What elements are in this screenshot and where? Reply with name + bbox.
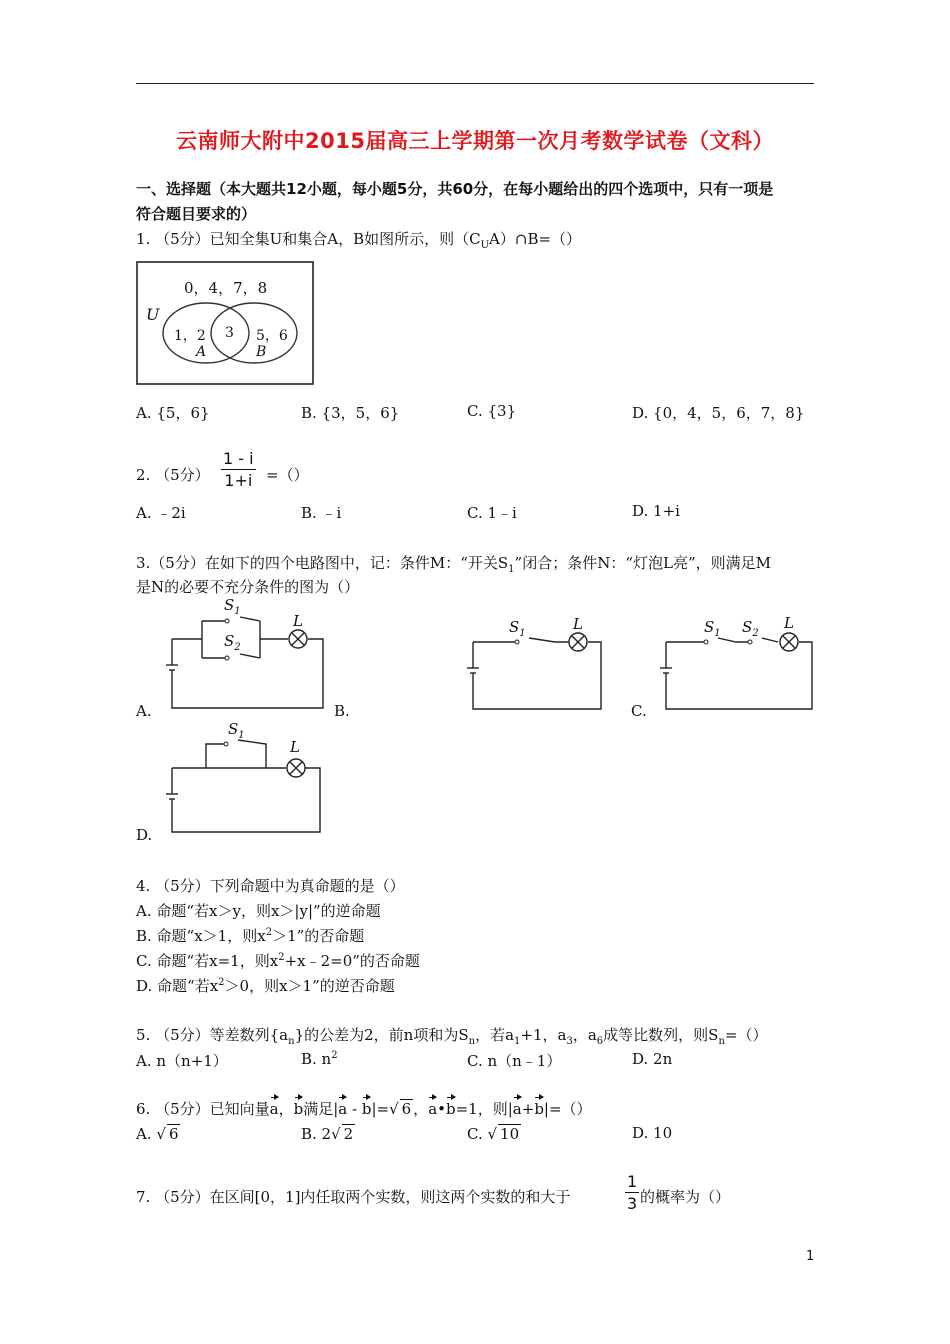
- q4-option-a: A. 命题“若x＞y，则x＞|y|”的逆命题: [136, 902, 381, 920]
- q4-option-d: D. 命题“若$x^2>0$，则x＞1”的逆否命题: [136, 977, 395, 995]
- circuit-d-s1-label: $S_1$: [228, 720, 245, 741]
- q4-option-b: B. 命题“x＞1，则$x^2>1$”的否命题: [136, 927, 365, 945]
- q7-tail: 的概率为（）: [640, 1188, 731, 1206]
- circuit-a-s1-label: $S_1$: [224, 596, 241, 617]
- venn-a-label: A: [196, 344, 207, 360]
- section-heading-line2: 符合题目要求的）: [136, 205, 257, 223]
- q2-numerator: 1 - i: [223, 449, 254, 468]
- q2-option-d: D. 1+i: [632, 502, 680, 520]
- circuit-a-lamp-label: L: [293, 612, 303, 630]
- q5-option-a: A. n（n+1）: [136, 1052, 228, 1070]
- q2-stem: 2. （5分）: [136, 466, 210, 484]
- circuit-c: [658, 612, 818, 714]
- q6-stem: 6. （5分）已知向量a，b满足|a - b|=√ 6 ，a•b=1，则|a+b|=（）: [136, 1100, 592, 1118]
- q2-tail: =（）: [266, 466, 309, 484]
- q6-option-a: A. √ 6: [136, 1125, 179, 1143]
- venn-outside-label: 0，4，7，8: [184, 279, 268, 297]
- venn-u-label: U: [146, 305, 160, 324]
- q2-option-a: A. ﹣2i: [136, 504, 186, 522]
- q4-option-c: C. 命题“若x=1，则$x^2+x﹣2=0$”的否命题: [136, 952, 420, 970]
- venn-a-only-label: 1，2: [174, 328, 206, 344]
- circuit-option-c: C.: [631, 702, 647, 720]
- q5-option-c: C. n（n﹣1）: [467, 1052, 562, 1070]
- page-title: 云南师大附中2015届高三上学期第一次月考数学试卷（文科）: [176, 129, 774, 153]
- q7-fraction: [625, 1172, 639, 1215]
- q6-option-c: C. √ 10: [467, 1125, 520, 1143]
- circuit-c-s2-label: $S_2$: [742, 618, 759, 639]
- circuit-option-b: B.: [334, 702, 350, 720]
- q5-stem: 5. （5分）等差数列$\{a_n\}$的公差为2，前n项和为$S_n$，若$a_1+1$，$a_3$，$a_6$成等比数列，则$S_n=()$: [136, 1026, 768, 1047]
- q6-option-d: D. 10: [632, 1124, 673, 1142]
- circuit-b-lamp-label: L: [573, 615, 583, 633]
- circuit-a-s2-label: $S_2$: [224, 632, 241, 653]
- circuit-b: [465, 612, 607, 714]
- page-number: 1: [806, 1249, 815, 1264]
- q4-stem: 4. （5分）下列命题中为真命题的是（）: [136, 877, 405, 895]
- q3-stem-line2: 是N的必要不充分条件的图为（）: [136, 578, 360, 596]
- circuit-d-lamp-label: L: [290, 738, 300, 756]
- q5-option-b: B. $n^2$: [301, 1050, 338, 1068]
- spacer: [335, 612, 345, 613]
- q1-option-d: D. {0，4，5，6，7，8}: [632, 404, 805, 422]
- q1-stem: 1. （5分）已知全集U和集合A，B如图所示，则$(C_UA)\cap B=()$: [136, 230, 582, 251]
- circuit-b-s1-label: $S_1$: [509, 618, 526, 639]
- circuit-a: [160, 596, 330, 714]
- q1-option-a: A. {5，6}: [136, 404, 210, 422]
- q1-option-c: C. {3}: [467, 402, 517, 420]
- venn-diagram: [136, 261, 314, 385]
- q7-stem: 7. （5分）在区间[0，1]内任取两个实数，则这两个实数的和大于: [136, 1188, 571, 1206]
- q5-option-d: D. 2n: [632, 1050, 673, 1068]
- circuit-d: [160, 720, 325, 836]
- q2-option-b: B. ﹣i: [301, 504, 342, 522]
- q1-option-b: B. {3，5，6}: [301, 404, 400, 422]
- q2-option-c: C. 1﹣i: [467, 504, 517, 522]
- circuit-option-d: D.: [136, 826, 153, 844]
- circuit-c-lamp-label: L: [784, 614, 794, 632]
- circuit-option-a: A.: [136, 702, 152, 720]
- q6-option-b: B. 2√ 2: [301, 1125, 354, 1143]
- venn-b-label: B: [256, 344, 267, 360]
- q2-fraction: [221, 449, 256, 492]
- q2-denominator: 1+i: [224, 471, 253, 490]
- q3-stem-line1: 3.（5分）在如下的四个电路图中，记：条件M：“开关$S_1$”闭合；条件N：“灯泡L亮”，则满足M: [136, 554, 771, 575]
- venn-both-label: 3: [225, 325, 234, 341]
- q7-denominator: 3: [627, 1194, 638, 1213]
- header-rule: [136, 83, 814, 84]
- section-heading-line1: 一、选择题（本大题共12小题，每小题5分，共60分，在每小题给出的四个选项中，只有一项是: [136, 180, 774, 198]
- venn-b-only-label: 5，6: [256, 328, 288, 344]
- q7-numerator: 1: [627, 1172, 638, 1191]
- circuit-c-s1-label: $S_1$: [704, 618, 721, 639]
